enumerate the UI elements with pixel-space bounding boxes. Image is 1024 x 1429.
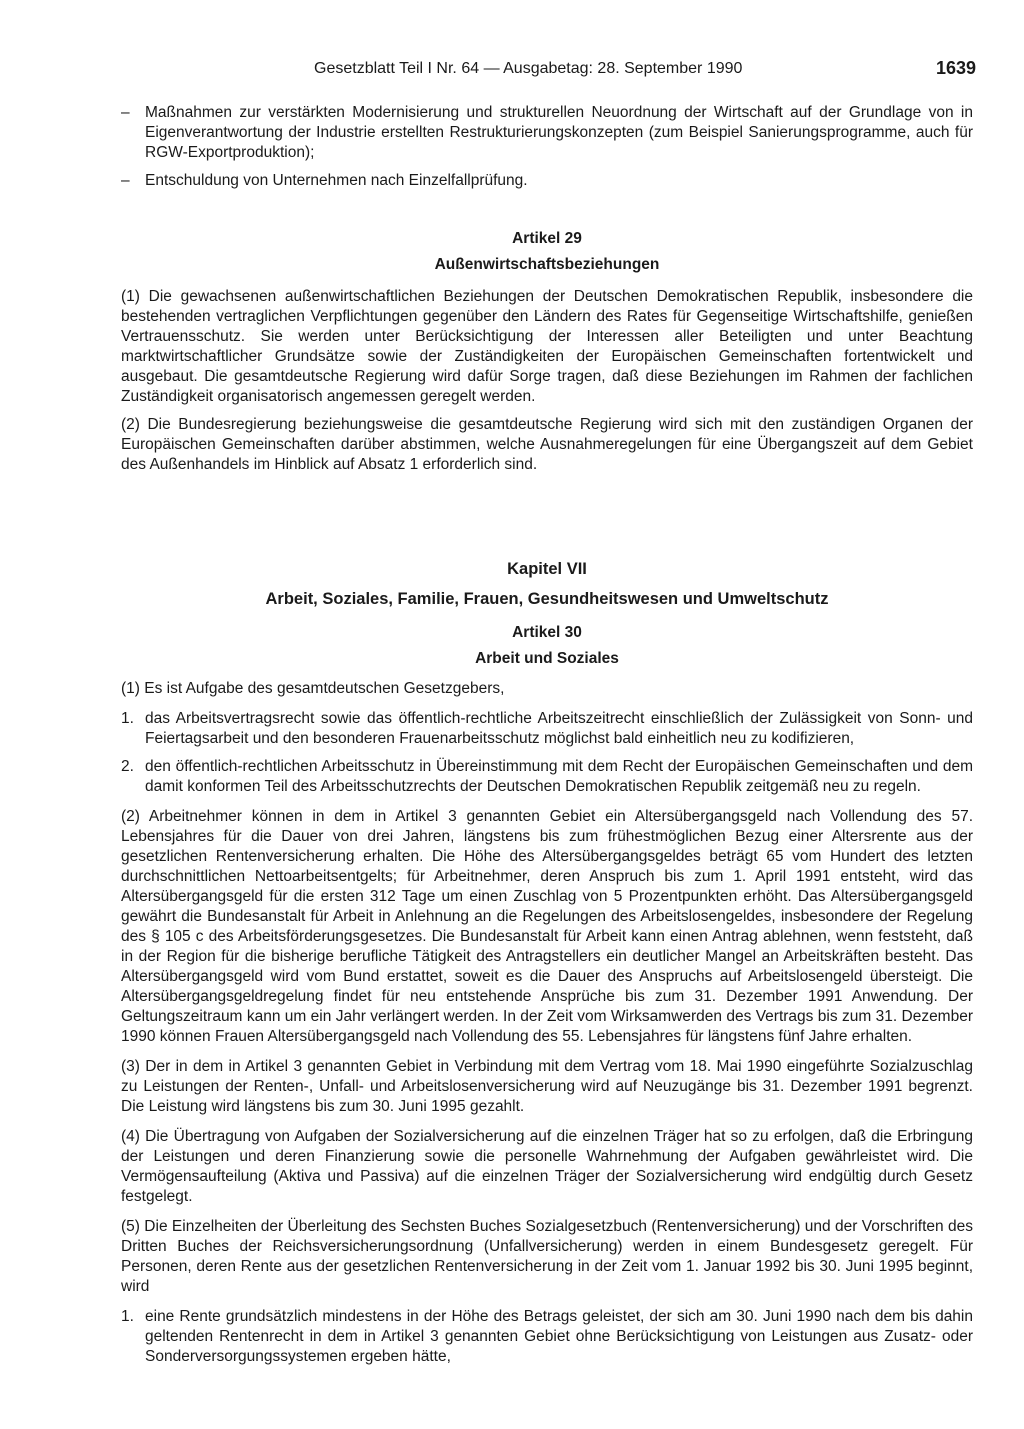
- dash-marker: –: [121, 172, 130, 189]
- article-29-paragraph-2: (2) Die Bundesregierung beziehungsweise die gesamtdeutsche Regierung wird sich mit den zuständigen Organen der Europäischen Gemeinschaften darüber abstimmen, welche Ausnahmeregelungen für eine Übergangszeit auf dem Gebiet des Außenhandels im Hinblick auf Absatz 1 erforderlich sind.: [121, 416, 973, 473]
- chapter-7-number: Kapitel VII: [507, 560, 587, 578]
- number-marker: 2.: [121, 758, 134, 775]
- article-30-paragraph-4: (4) Die Übertragung von Aufgaben der Sozialversicherung auf die einzelnen Träger hat so zu erfolgen, daß die Erbringung der Leistungen und deren Finanzierung sowie die personelle Wahrnehmung der Aufgaben gewährleistet wird. Die Vermögensaufteilung (Aktiva und Passiva) auf die einzelnen Träger der Sozialversicherung wird endgültig durch Gesetz festgelegt.: [121, 1128, 973, 1205]
- list-item-text: Maßnahmen zur verstärkten Modernisierung und strukturellen Neuordnung der Wirtschaft auf der Grundlage von in Eigenverantwortung der Industrie erstellten Restrukturierungskonzepten (zum Beispiel Sanierungsprogramme, auch für RGW-Exportproduktion);: [145, 104, 973, 161]
- article-30-paragraph-3: (3) Der in dem in Artikel 3 genannten Gebiet in Verbindung mit dem Vertrag vom 18. Mai 1990 eingeführte Sozialzuschlag zu Leistungen der Renten-, Unfall- und Arbeitslosenversicherung wird auf Neuzugänge bis 31. Dezember 1991 begrenzt. Die Leistung wird längstens bis zum 30. Juni 1995 gezahlt.: [121, 1058, 973, 1115]
- page-number: 1639: [935, 58, 976, 78]
- article-30-paragraph-1-intro: (1) Es ist Aufgabe des gesamtdeutschen Gesetzgebers,: [121, 680, 505, 697]
- chapter-7-title: Arbeit, Soziales, Familie, Frauen, Gesundheitswesen und Umweltschutz: [265, 590, 829, 608]
- list-item-text: Entschuldung von Unternehmen nach Einzelfallprüfung.: [145, 172, 528, 189]
- list-item: [121, 103, 973, 163]
- list-item: [121, 171, 973, 191]
- article-29-title: Außenwirtschaftsbeziehungen: [434, 256, 660, 273]
- list-item: [121, 757, 973, 797]
- article-29-paragraph-1: (1) Die gewachsenen außenwirtschaftlichen Beziehungen der Deutschen Demokratischen Republik, insbesondere die bestehenden vertraglichen Verpflichtungen gegenüber den Ländern des Rates für Gegenseitige Wirtschaftshilfe, genießen Vertrauensschutz. Sie werden unter Berücksichtigung der Interessen aller Beteiligten und unter Beachtung marktwirtschaftlicher Grundsätze sowie der Zuständigkeiten der Europäischen Gemeinschaften fortentwickelt und ausgebaut. Die gesamtdeutsche Regierung wird dafür Sorge tragen, daß diese Beziehungen im Rahmen der fachlichen Zuständigkeit organisatorisch angemessen geregelt werden.: [121, 288, 973, 405]
- list-item-text: eine Rente grundsätzlich mindestens in der Höhe des Betrags geleistet, der sich am 30. Juni 1990 nach dem bis dahin geltenden Rentenrecht in dem in Artikel 3 genannten Gebiet ohne Berücksichtigung von Leistungen aus Zusatz- oder Sonderversorgungssystemen ergeben hätte,: [145, 1308, 973, 1365]
- number-marker: 1.: [121, 710, 134, 727]
- list-item: [121, 709, 973, 749]
- list-item: [121, 1307, 973, 1367]
- page-content: [121, 103, 973, 1367]
- header-title: Gesetzblatt Teil I Nr. 64 — Ausgabetag: 28. September 1990: [314, 60, 743, 77]
- number-marker: 1.: [121, 1308, 134, 1325]
- page-header: [120, 58, 976, 84]
- list-item-text: das Arbeitsvertragsrecht sowie das öffentlich-rechtliche Arbeitszeitrecht einschließlich der Zulässigkeit von Sonn- und Feiertagsarbeit und den besonderen Frauenarbeitsschutz möglichst bald einheitlich neu zu kodifizieren,: [145, 710, 973, 747]
- article-29-number: Artikel 29: [512, 230, 582, 247]
- dash-marker: –: [121, 104, 130, 121]
- article-30-title: Arbeit und Soziales: [475, 650, 619, 667]
- list-item-text: den öffentlich-rechtlichen Arbeitsschutz in Übereinstimmung mit dem Recht der Europäischen Gemeinschaften und dem damit konformen Teil des Arbeitsschutzrechts der Deutschen Demokratischen Republik zeitgemäß neu zu regeln.: [145, 758, 973, 795]
- article-30-number: Artikel 30: [512, 624, 582, 641]
- article-30-paragraph-2: (2) Arbeitnehmer können in dem in Artikel 3 genannten Gebiet ein Altersübergangsgeld nach Vollendung des 57. Lebensjahres für die Dauer von drei Jahren, längstens bis zum frühestmöglichen Bezug einer Altersrente aus der gesetzlichen Rentenversicherung erhalten. Die Höhe des Altersübergangsgeldes beträgt 65 vom Hundert des letzten durchschnittlichen Nettoarbeitsentgelts; für Arbeitnehmer, deren Anspruch bis zum 1. April 1991 entsteht, wird das Altersübergangsgeld für die ersten 312 Tage um einen Zuschlag von 5 Prozentpunkten erhöht. Das Altersübergangsgeld gewährt die Bundesanstalt für Arbeit in Anlehnung an die Regelungen des Arbeitslosengeldes, insbesondere der Regelung des § 105 c des Arbeitsförderungsgesetzes. Die Bundesanstalt für Arbeit kann einen Antrag ablehnen, wenn feststeht, daß in der Region für die bisherige berufliche Tätigkeit des Antragstellers ein deutlicher Mangel an Arbeitskräften besteht. Das Altersübergangsgeld wird vom Bund erstattet, soweit es die Dauer des Anspruchs auf Arbeitslosengeld übersteigt. Die Altersübergangsgeldregelung findet für neu entstehende Ansprüche bis zum 31. Dezember 1991 Anwendung. Der Geltungszeitraum kann um ein Jahr verlängert werden. In der Zeit vom Wirksamwerden des Vertrags bis zum 31. Dezember 1990 können Frauen Altersübergangsgeld nach Vollendung des 55. Lebensjahres für längstens fünf Jahre erhalten.: [121, 808, 973, 1045]
- article-30-paragraph-5: (5) Die Einzelheiten der Überleitung des Sechsten Buches Sozialgesetzbuch (Rentenversicherung) und der Vorschriften des Dritten Buches der Reichsversicherungsordnung (Unfallversicherung) werden in einem Bundesgesetz geregelt. Für Personen, deren Rente aus der gesetzlichen Rentenversicherung in der Zeit vom 1. Januar 1992 bis 30. Juni 1995 beginnt, wird: [121, 1218, 973, 1295]
